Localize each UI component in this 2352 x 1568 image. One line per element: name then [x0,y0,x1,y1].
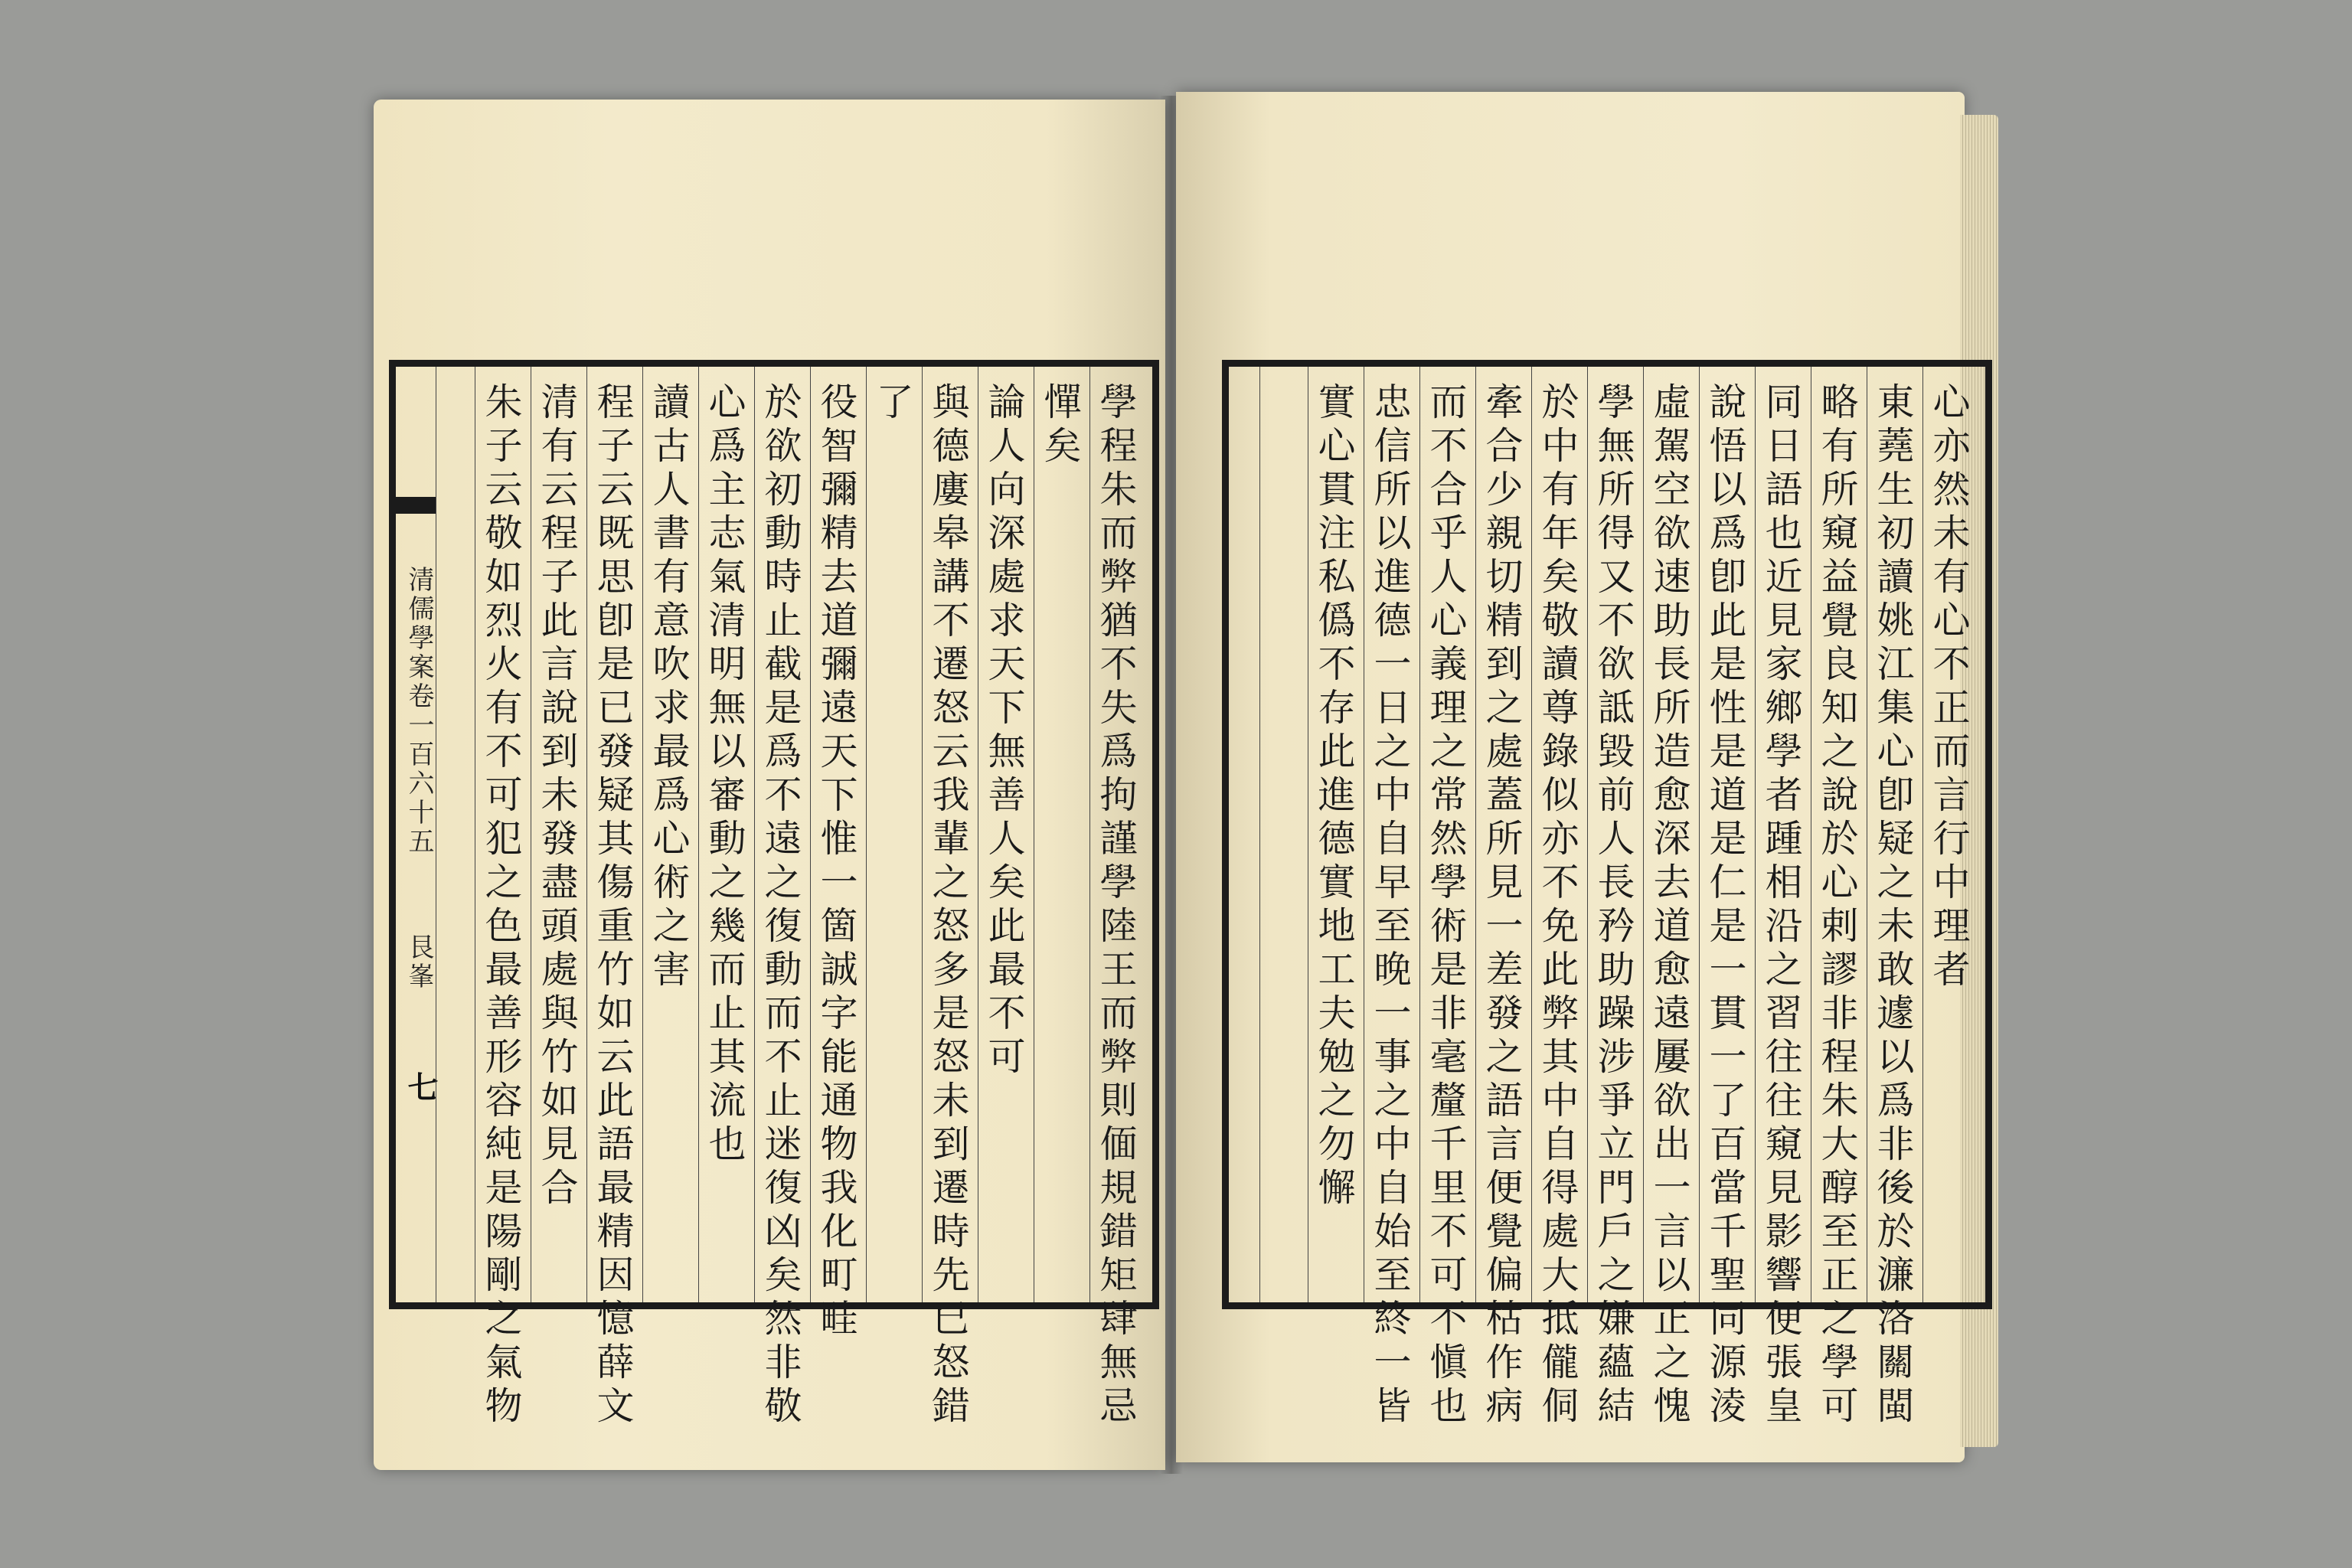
text-column: 清有云程子此言說到未發盡頭處與竹如見合 [535,382,579,1211]
text-column: 東蕘生初讀姚江集心卽疑之未敢遽以爲非後於濂洛關閩 [1871,382,1915,1429]
fishtail-mark [396,497,436,514]
column-rule [922,367,923,1302]
text-column: 朱子云敬如烈火有不可犯之色最善形容純是陽剛之氣物 [479,382,523,1429]
banxin-title: 清儒學案卷一百六十五 [403,566,434,857]
banxin-column [396,367,439,1302]
right-text-block [1222,360,1992,1429]
text-column: 於欲初動時止截是爲不遠之復動而不止迷復凶矣然非敬 [759,382,802,1429]
text-column: 說悟以爲卽此是性是道是仁是一貫一了百當千聖同源淩 [1704,382,1747,1429]
text-column: 讀古人書有意吹求最爲心術之害 [647,382,691,993]
text-column: 虛駕空欲速助長所造愈深去道愈遠屢欲出一言以正之愧 [1648,382,1691,1429]
column-rule [1643,367,1644,1302]
column-rule [1089,367,1090,1302]
text-column: 而不合乎人心義理之常然學術是非毫釐千里不可不愼也 [1424,382,1468,1429]
text-column: 論人向深處求天下無善人矣此最不可 [982,382,1026,1080]
text-column: 學程朱而弊猶不失爲拘謹學陸王而弊則偭規錯矩肆無忌 [1094,382,1138,1429]
column-rule [1475,367,1476,1302]
column-rule [1699,367,1700,1302]
text-column: 了 [871,382,914,426]
column-rule [866,367,867,1302]
text-column: 牽合少親切精到之處蓋所見一差發之語言便覺偏枯作病 [1480,382,1524,1429]
column-rule [1419,367,1420,1302]
text-column: 與德廔皋講不遷怒云我輩之怒多是怒未到遷時先已怒錯 [926,382,970,1429]
column-rule [1922,367,1923,1302]
text-column: 實心貫注私僞不存此進德實地工夫勉之勿懈 [1312,382,1356,1211]
text-column: 憚矣 [1038,382,1082,469]
column-rule [586,367,587,1302]
column-rule [642,367,643,1302]
left-text-block [389,360,1159,1429]
text-column: 學無所得又不欲詆毀前人長矜助躁涉爭立門戶之嫌蘊結 [1592,382,1635,1429]
text-column: 於中有年矣敬讀尊錄似亦不免此弊其中自得處大抵儱侗 [1536,382,1579,1429]
text-column: 略有所窺益覺良知之說於心剌謬非程朱大醇至正之學可 [1815,382,1859,1429]
banxin-name: 艮峯 [403,933,434,991]
column-rule [1259,367,1260,1302]
text-column: 程子云既思卽是已發疑其傷重竹如云此語最精因憶薛文 [591,382,635,1429]
column-rule [1755,367,1756,1302]
column-rule [1531,367,1532,1302]
column-rule [1587,367,1588,1302]
text-column: 同日語也近見家鄉學者踵相沿之習往往窺見影響便張皇 [1759,382,1803,1429]
page-number: 七 [403,1071,439,1102]
text-column: 心亦然未有心不正而言行中理者 [1927,382,1971,993]
text-column: 役智彌精去道彌遠天下惟一箇誠字能通物我化町畦 [815,382,858,1342]
column-rule [754,367,755,1302]
text-column: 心爲主志氣清明無以審動之幾而止其流也 [703,382,746,1168]
column-rule [810,367,811,1302]
text-column: 忠信所以進德一日之中自早至晚一事之中自始至終一皆 [1368,382,1412,1429]
column-rule [698,367,699,1302]
